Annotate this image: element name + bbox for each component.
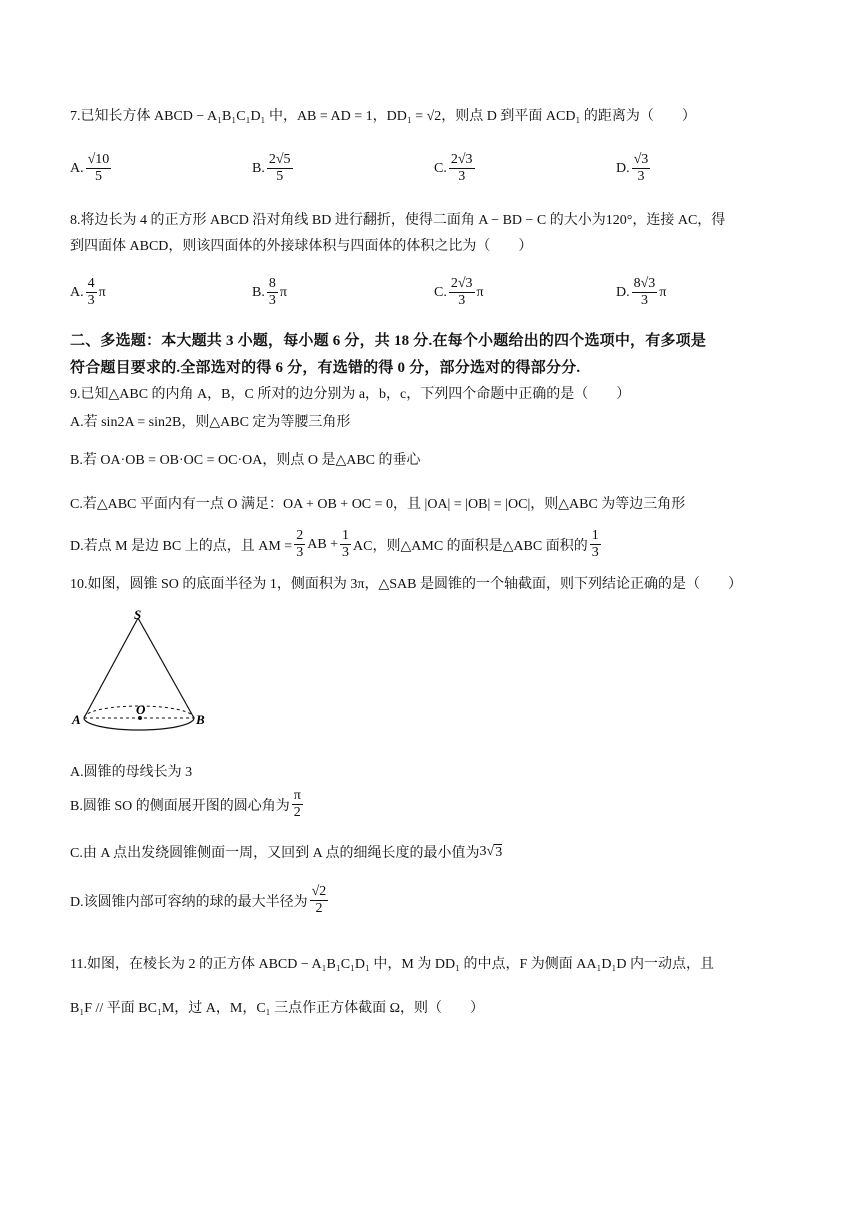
numerator: 8 — [267, 276, 278, 293]
denominator: 3 — [591, 545, 599, 561]
q10-option-d[interactable] — [70, 884, 330, 917]
numerator: √3 — [632, 152, 651, 169]
q10-option-b[interactable] — [70, 788, 305, 821]
radicand: 3 — [495, 844, 503, 860]
q7-option-a[interactable] — [70, 152, 113, 185]
option-text: AC，则△AMC 的面积是△ABC 面积的 — [353, 538, 588, 554]
coefficient: 3 — [479, 844, 487, 859]
numerator: 2√3 — [449, 152, 475, 169]
q8-option-d[interactable] — [616, 276, 666, 309]
numerator: 2√5 — [267, 152, 293, 169]
denominator: 3 — [342, 545, 350, 561]
fraction — [340, 528, 351, 561]
option-text: D.若点 M 是边 BC 上的点，且 AM = — [70, 538, 293, 554]
fraction — [449, 276, 475, 309]
numerator: 1 — [590, 528, 601, 545]
numerator: 2√3 — [449, 276, 475, 293]
q8-stem-line2: 到四面体 ABCD，则该四面体的外接球体积与四面体的体积之比为（ ） — [70, 239, 533, 254]
cone-base-front — [84, 718, 194, 730]
denominator: 3 — [640, 293, 648, 309]
cone-figure — [70, 606, 210, 746]
cone-slant-left — [84, 618, 138, 718]
label-o: O — [136, 702, 146, 717]
q8-option-c[interactable] — [434, 276, 484, 309]
option-label: A. — [70, 284, 84, 300]
numerator: 8√3 — [632, 276, 658, 293]
denominator: 3 — [268, 293, 276, 309]
fraction — [267, 276, 278, 309]
q8-stem-line1: 8.将边长为 4 的正方形 ABCD 沿对角线 BD 进行翻折，使得二面角 A − BD − C 的大小为120°，连接 AC，得 — [70, 213, 726, 228]
q9-stem: 9.已知△ABC 的内角 A，B，C 所对的边分别为 a，b，c，下列四个命题中正确的是（ ） — [70, 387, 631, 402]
q11-stem-line2: B₁F // 平面 BC₁M，过 A，M，C₁ 三点作正方体截面 Ω，则（ ） — [70, 1001, 484, 1016]
option-text: C.由 A 点出发绕圆锥侧面一周，又回到 A 点的细绳长度的最小值为 — [70, 846, 480, 861]
fraction — [86, 276, 97, 309]
q9-option-b[interactable]: B.若 OA·OB = OB·OC = OC·OA，则点 O 是△ABC 的垂心 — [70, 453, 421, 468]
numerator: π — [292, 788, 303, 805]
q7-option-c[interactable] — [434, 152, 477, 185]
fraction — [449, 152, 475, 185]
q10-option-c[interactable] — [70, 842, 502, 862]
option-label: B. — [252, 284, 265, 300]
q7-stem: 7.已知长方体 ABCD − A₁B₁C₁D₁ 中，AB = AD = 1，DD₁ = √2，则点 D 到平面 ACD₁ 的距离为（ ） — [70, 109, 696, 124]
q8-option-b[interactable] — [252, 276, 287, 309]
denominator: 5 — [94, 169, 102, 185]
pi-symbol: π — [279, 284, 287, 300]
option-text: D.该圆锥内部可容纳的球的最大半径为 — [70, 894, 308, 910]
fraction — [632, 152, 651, 185]
fraction — [267, 152, 293, 185]
denominator: 5 — [276, 169, 284, 185]
denominator: 2 — [315, 901, 323, 917]
numerator: √10 — [86, 152, 112, 169]
fraction — [86, 152, 112, 185]
denominator: 3 — [87, 293, 95, 309]
q10-stem: 10.如图，圆锥 SO 的底面半径为 1，侧面积为 3π，△SAB 是圆锥的一个轴截面，则下列结论正确的是（ ） — [70, 577, 742, 592]
label-a: A — [72, 712, 81, 727]
q9-option-d[interactable] — [70, 528, 603, 561]
numerator: 4 — [86, 276, 97, 293]
option-label: C. — [434, 284, 447, 300]
cone-slant-right — [138, 618, 194, 718]
numerator: 1 — [340, 528, 351, 545]
pi-symbol: π — [659, 284, 667, 300]
option-text: AB + — [307, 536, 339, 552]
q11-stem-line1: 11.如图，在棱长为 2 的正方体 ABCD − A₁B₁C₁D₁ 中，M 为 DD₁ 的中点，F 为侧面 AA₁D₁D 内一动点，且 — [70, 957, 714, 972]
q8-option-a[interactable] — [70, 276, 106, 309]
fraction — [590, 528, 601, 561]
option-label: D. — [616, 284, 630, 300]
denominator: 3 — [458, 293, 466, 309]
denominator: 2 — [293, 805, 301, 821]
option-label: B. — [252, 160, 265, 176]
label-b: B — [196, 712, 205, 727]
numerator: 2 — [294, 528, 305, 545]
q7-option-b[interactable] — [252, 152, 295, 185]
fraction — [632, 276, 658, 309]
denominator: 3 — [458, 169, 466, 185]
denominator: 3 — [637, 169, 645, 185]
sqrt-sign: √ — [486, 844, 495, 859]
option-text: B.圆锥 SO 的侧面展开图的圆心角为 — [70, 798, 290, 814]
numerator: √2 — [310, 884, 329, 901]
option-label: A. — [70, 160, 84, 176]
q9-option-c[interactable]: C.若△ABC 平面内有一点 O 满足：OA + OB + OC = 0，且 |OA| = |OB| = |OC|，则△ABC 为等边三角形 — [70, 497, 686, 512]
fraction — [294, 528, 305, 561]
pi-symbol: π — [98, 284, 106, 300]
q7-option-d[interactable] — [616, 152, 652, 185]
section-2-header-line2: 符合题目要求的.全部选对的得 6 分，有选错的得 0 分，部分选对的得部分分. — [70, 360, 581, 376]
option-label: C. — [434, 160, 447, 176]
option-label: D. — [616, 160, 630, 176]
fraction — [310, 884, 329, 917]
fraction — [292, 788, 303, 821]
q9-option-a[interactable]: A.若 sin2A = sin2B，则△ABC 定为等腰三角形 — [70, 415, 351, 430]
q10-option-a[interactable]: A.圆锥的母线长为 3 — [70, 765, 193, 780]
section-2-header-line1: 二、多选题：本大题共 3 小题，每小题 6 分，共 18 分.在每个小题给出的四个选项中，有多项是 — [70, 333, 707, 349]
label-s: S — [134, 607, 142, 622]
denominator: 3 — [296, 545, 304, 561]
pi-symbol: π — [476, 284, 484, 300]
